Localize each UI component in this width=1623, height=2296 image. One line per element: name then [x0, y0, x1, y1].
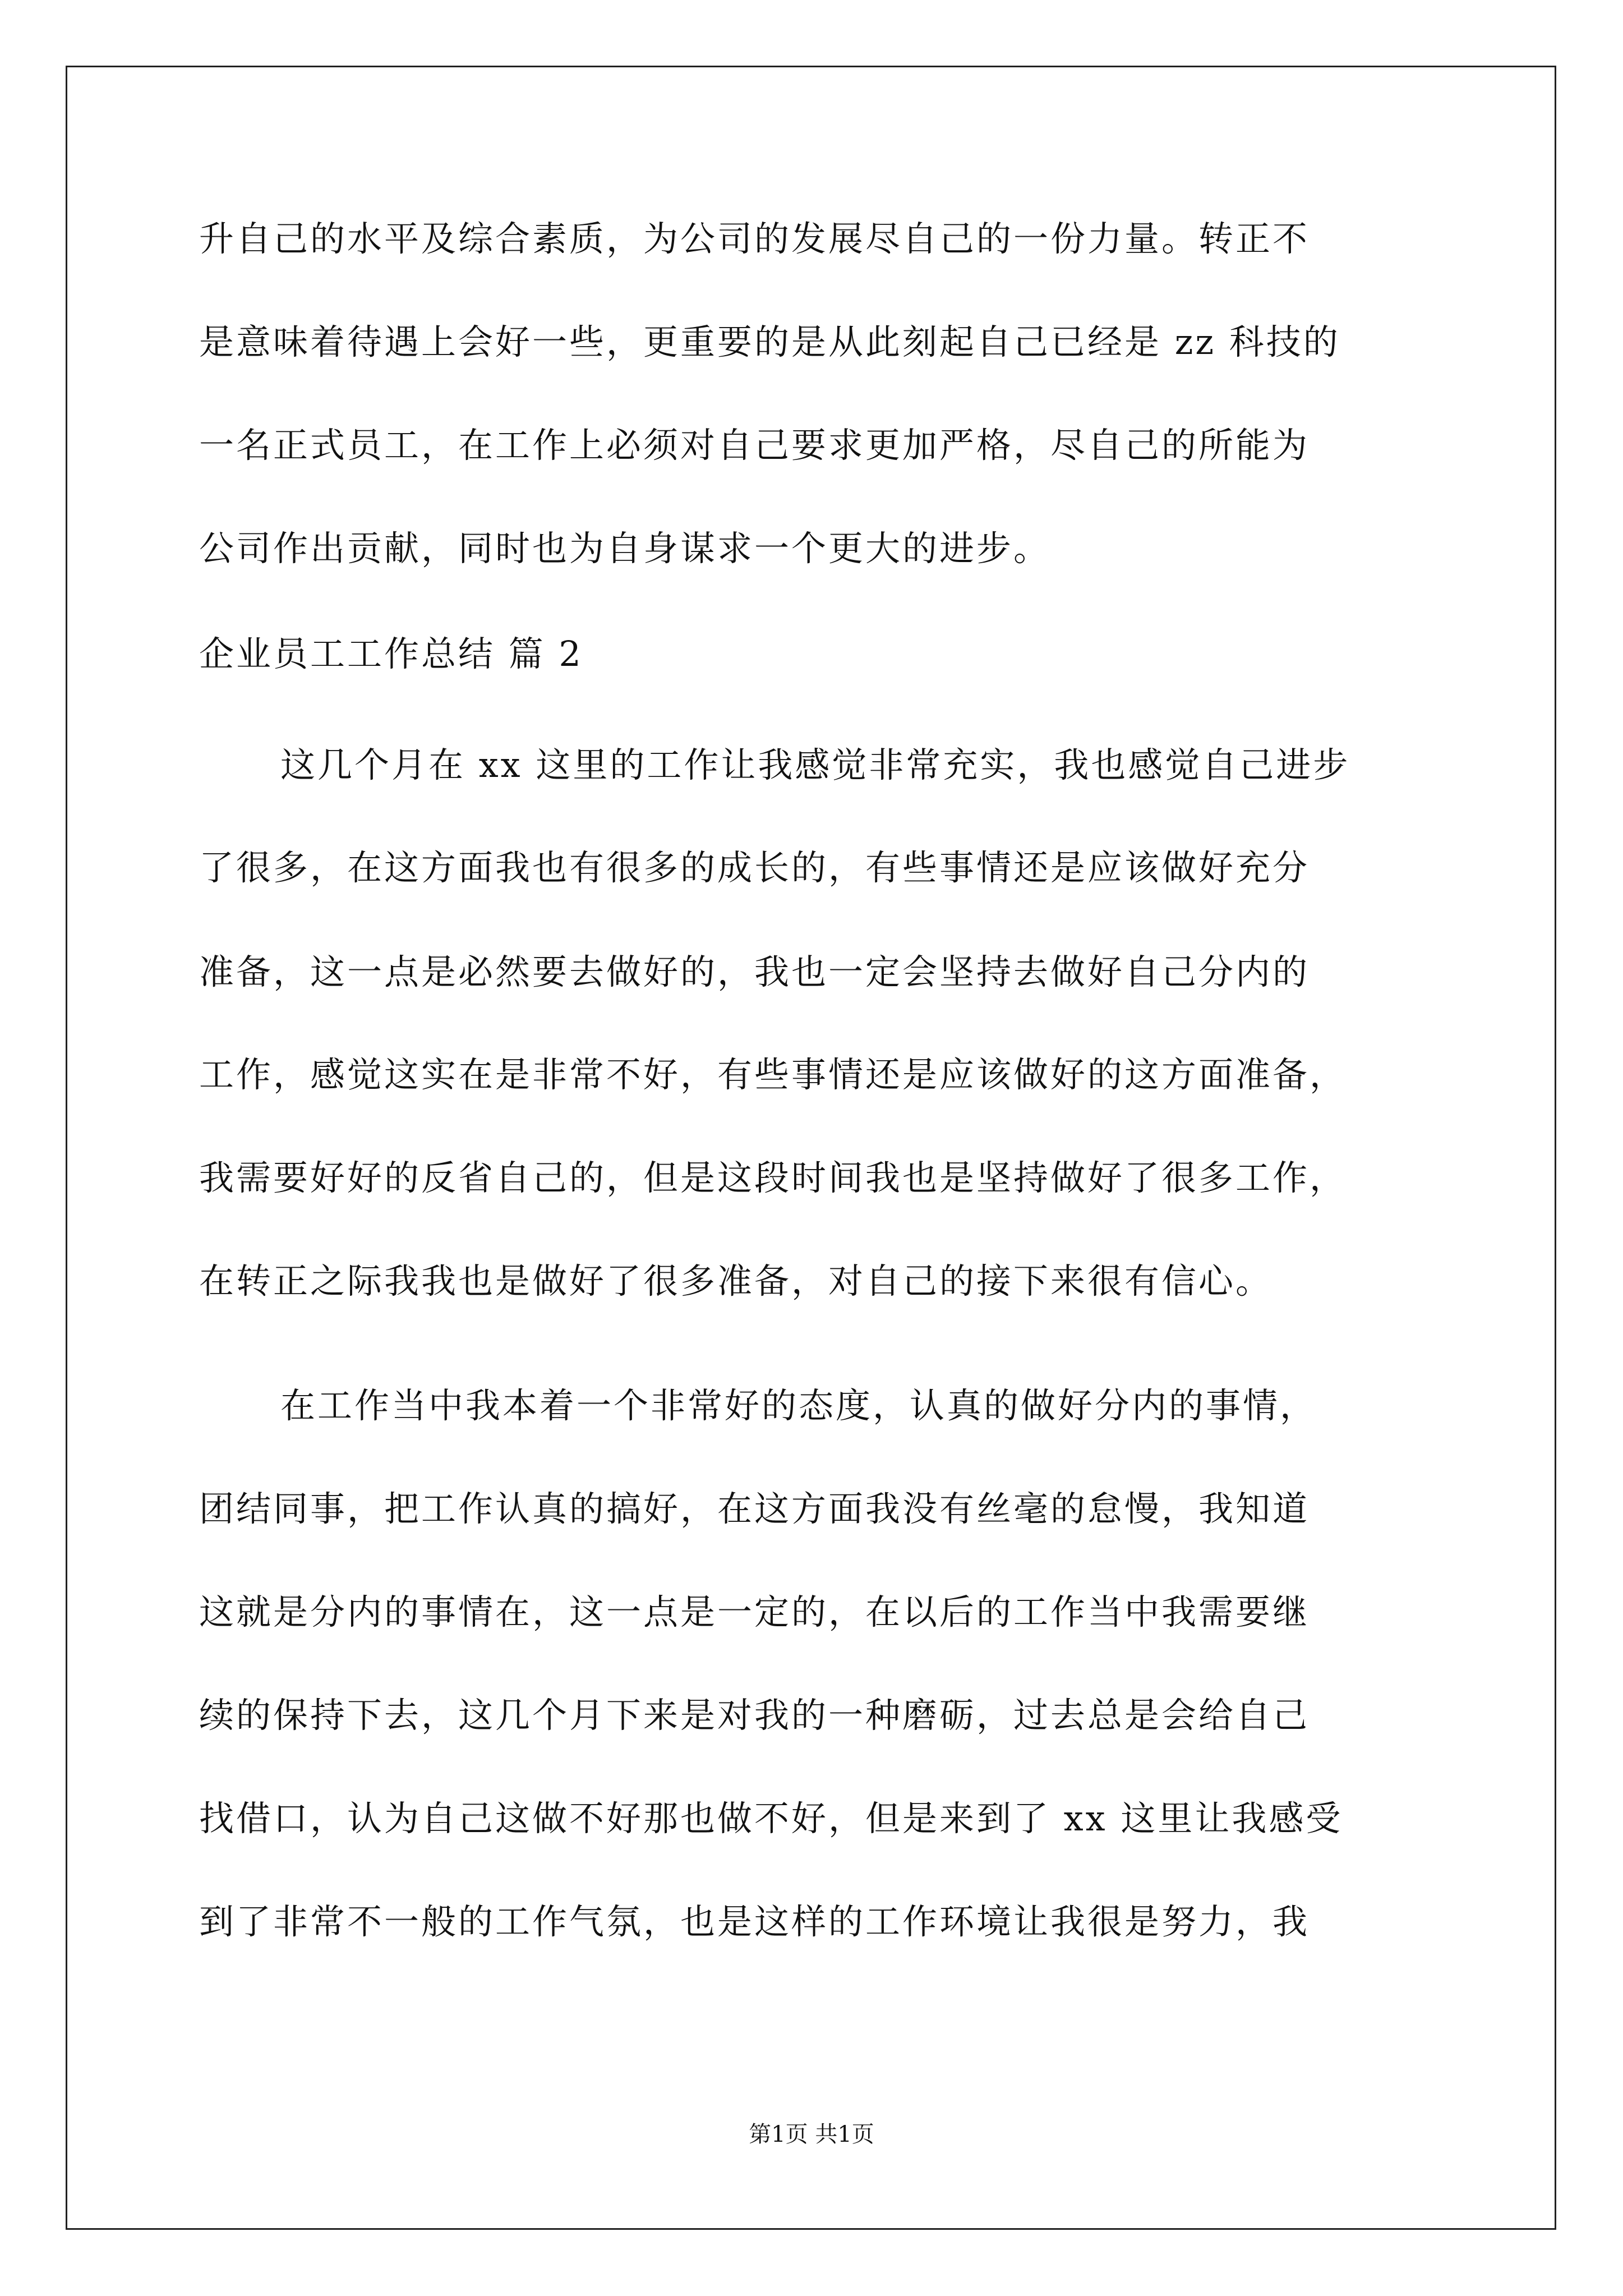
paragraph-line: 升自己的水平及综合素质，为公司的发展尽自己的一份力量。转正不	[199, 218, 1310, 259]
paragraph-line: 是意味着待遇上会好一些，更重要的是从此刻起自己已经是 zz 科技的	[199, 321, 1340, 362]
paragraph-line: 我需要好好的反省自己的，但是这段时间我也是坚持做好了很多工作，	[199, 1157, 1347, 1198]
paragraph-line: 找借口，认为自己这做不好那也做不好，但是来到了 xx 这里让我感受	[199, 1798, 1343, 1839]
paragraph-line: 在转正之际我我也是做好了很多准备，对自己的接下来很有信心。	[199, 1260, 1273, 1301]
paragraph-line: 团结同事，把工作认真的搞好，在这方面我没有丝毫的怠慢，我知道	[199, 1488, 1310, 1529]
paragraph-line: 工作，感觉这实在是非常不好，有些事情还是应该做好的这方面准备，	[199, 1054, 1347, 1095]
section-heading: 企业员工工作总结 篇 2	[199, 633, 583, 674]
paragraph-line: 一名正式员工，在工作上必须对自己要求更加严格，尽自己的所能为	[199, 425, 1310, 466]
paragraph-line: 到了非常不一般的工作气氛，也是这样的工作环境让我很是努力，我	[199, 1901, 1310, 1942]
paragraph-line: 这几个月在 xx 这里的工作让我感觉非常充实，我也感觉自己进步	[280, 744, 1350, 785]
paragraph-line: 这就是分内的事情在，这一点是一定的，在以后的工作当中我需要继	[199, 1591, 1310, 1632]
paragraph-line: 准备，这一点是必然要去做好的，我也一定会坚持去做好自己分内的	[199, 951, 1310, 992]
paragraph-line: 续的保持下去，这几个月下来是对我的一种磨砺，过去总是会给自己	[199, 1695, 1310, 1736]
paragraph-line: 了很多，在这方面我也有很多的成长的，有些事情还是应该做好充分	[199, 847, 1310, 888]
paragraph-line: 公司作出贡献，同时也为自身谋求一个更大的进步。	[199, 528, 1051, 569]
paragraph-line: 在工作当中我本着一个非常好的态度，认真的做好分内的事情，	[280, 1385, 1317, 1426]
page-footer: 第1页 共1页	[749, 2122, 874, 2147]
